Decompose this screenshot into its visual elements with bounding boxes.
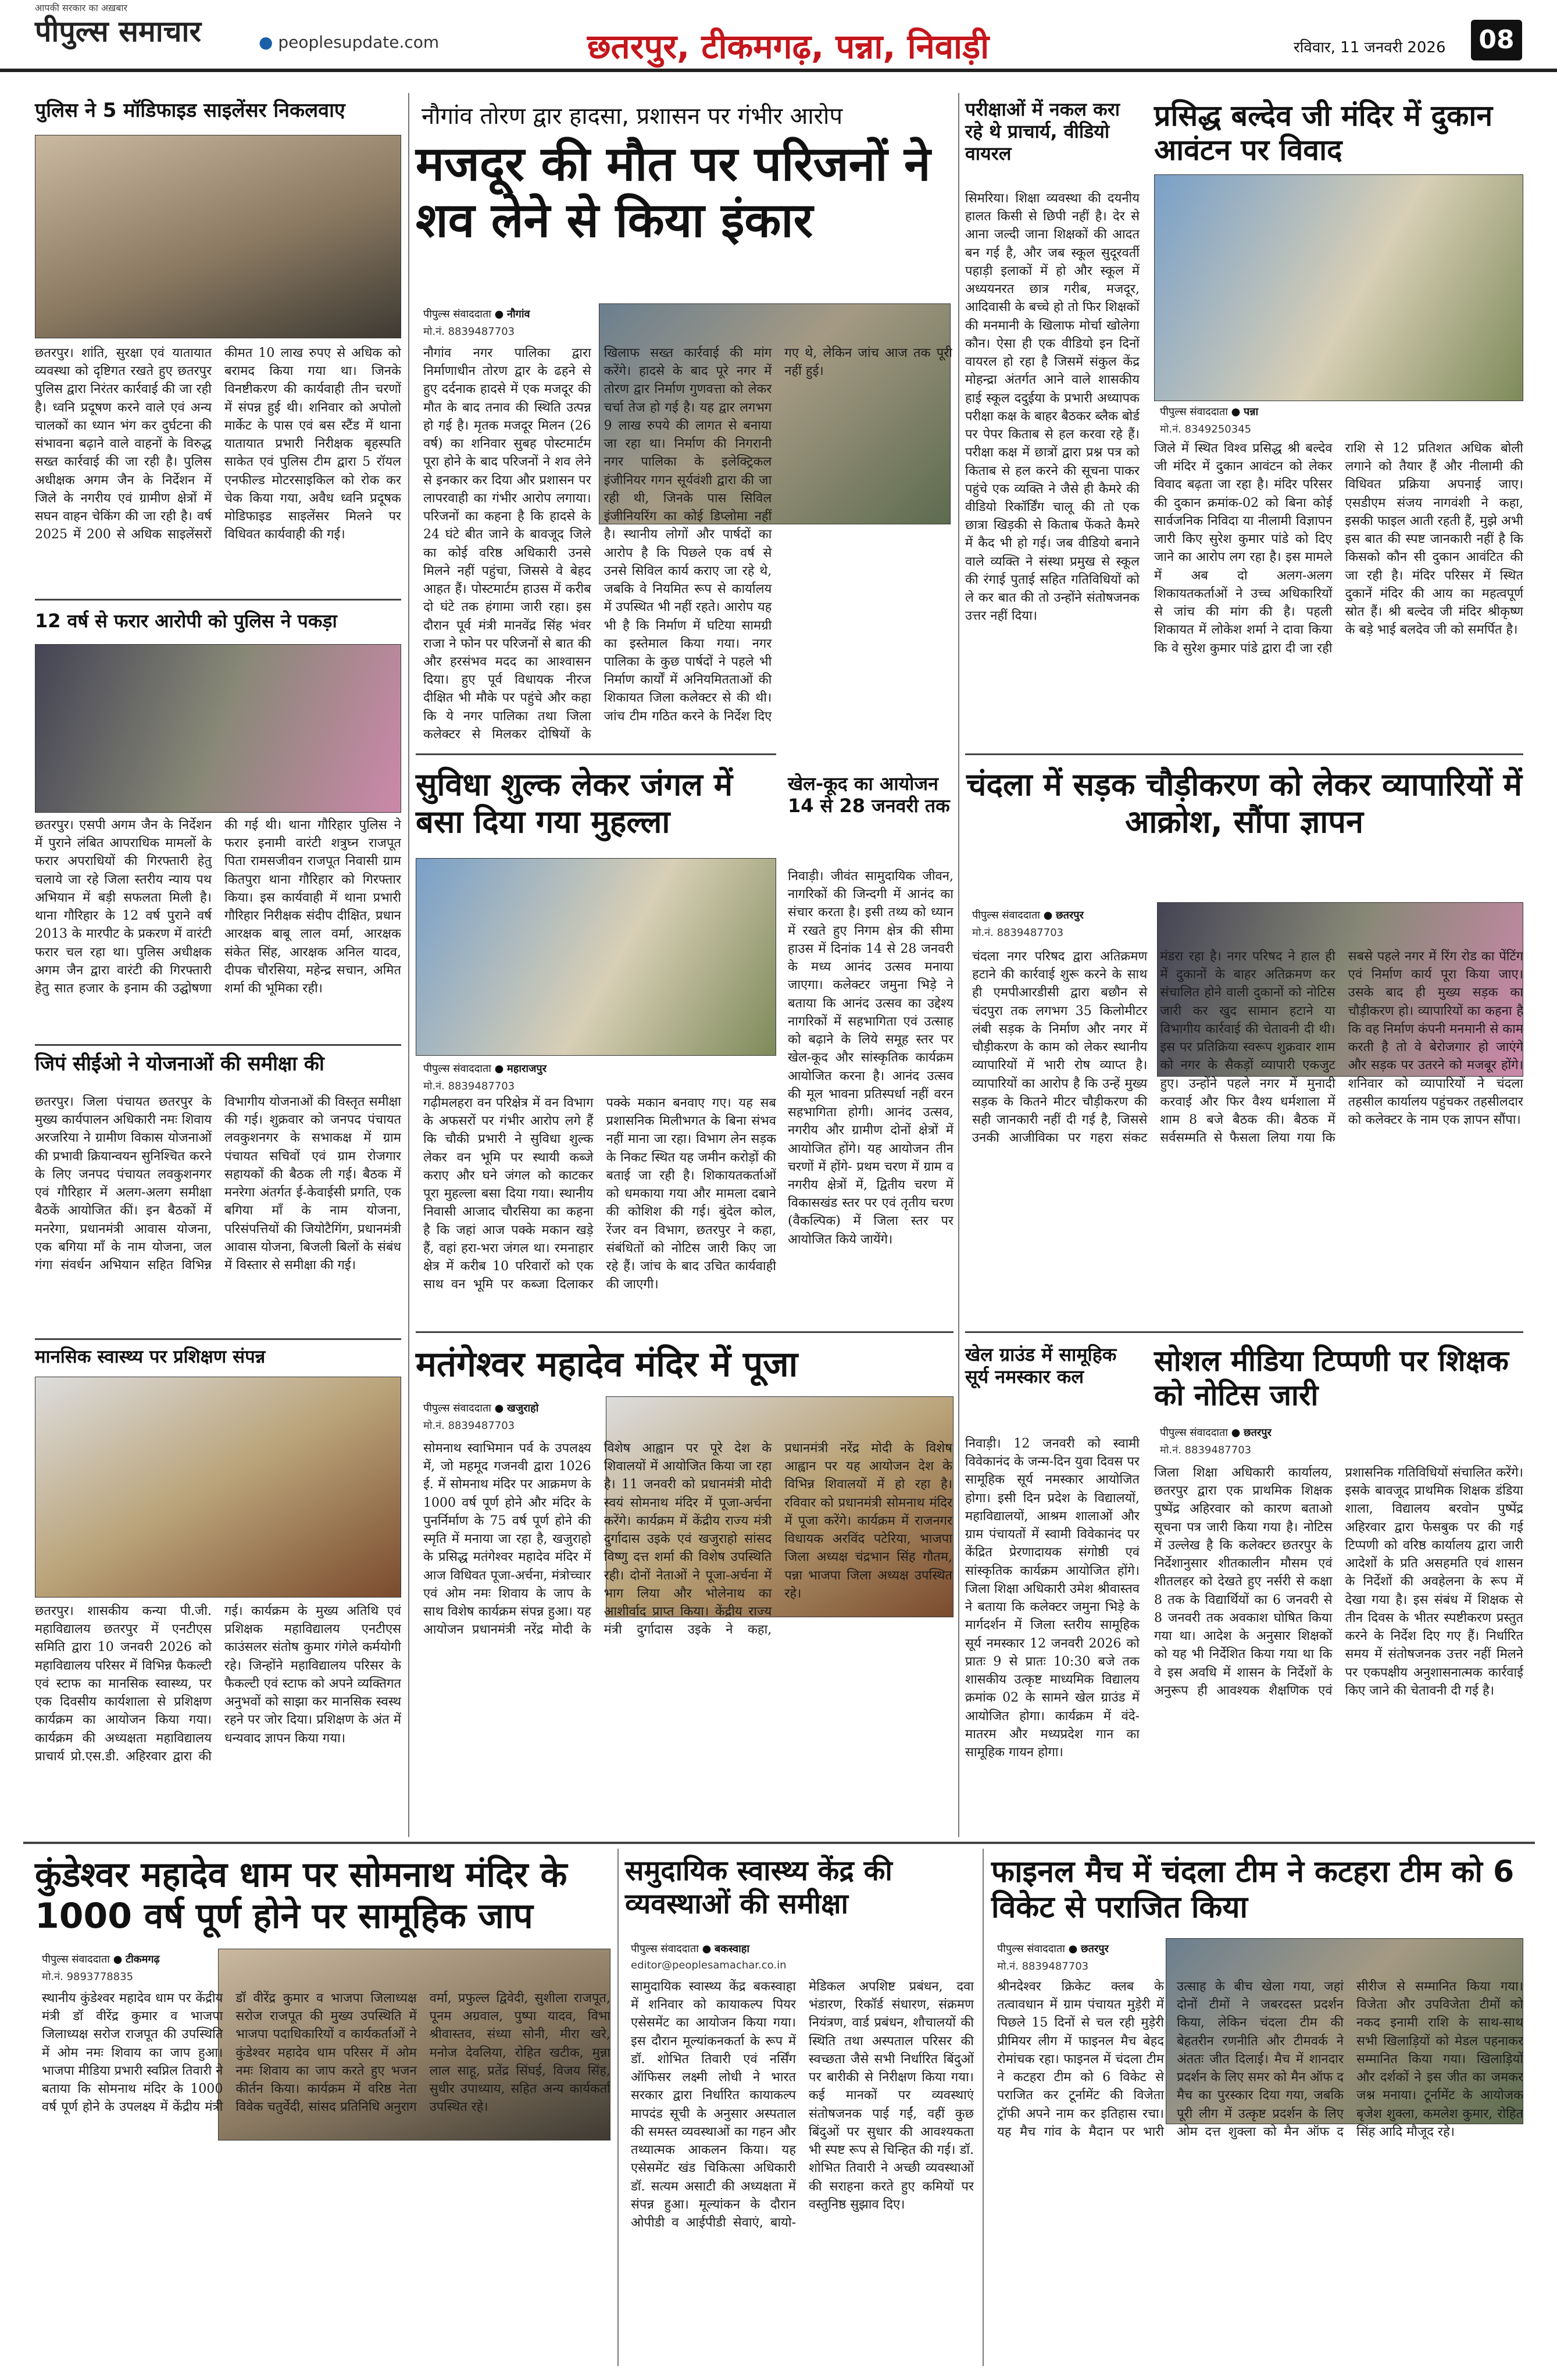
mobile-number: मो.नं. 8839487703 — [972, 927, 1064, 939]
column-divider — [983, 1849, 984, 2366]
article-teacher-video: सिमरिया। शिक्षा व्यवस्था की दयनीय हालत किसी से छिपी नहीं है। देर से आना जल्दी जाना शिक्षकों की आदत बन गई है, और जब स्कूल सुदूरवर्ती पहाड़ी इलाकों में हो और स्कूल में अध्ययनरत छात्र गरीब, मजदूर, आदिवासी के बच्चे हो तो फिर शिक्षकों की मनमानी के खिलाफ मोर्चा खोलेगा कौन। ऐसा ही एक वीडियो इन दिनों वायरल हो रहा है जिसमें संकुल केंद्र मोहन्द्रा अंतर्गत आने वाले शासकीय हाई स्कूल ददुईया के प्रभारी अध्यापक परीक्षा कक्ष के बाहर बैठकर ब्लैक बोर्ड पर पेपर किताब से हल करवा रहे हैं। परीक्षा कक्ष में छात्रों द्वारा प्रश्न पत्र को किताब से हल करने की सूचना पाकर पहुंचे एक व्यक्ति ने जैसे ही कैमरे की वीडियो रिकॉर्डिंग चालू की तो एक छात्रा खिड़की से किताब फेंकते कैमरे में कैद भी हो गई। जब वीडियो बनाने वाले व्यक्ति ने संस्था प्रमुख से स्कूल की रंगाई पुताई सहित गतिविधियों को ले कर बात की तो उन्होंने संतोषजनक उत्तर नहीं दिया। — [965, 191, 1140, 624]
headline-cricket: फाइनल मैच में चंदला टीम ने कटहरा टीम को 6 विकेट से पराजित किया — [991, 1854, 1515, 1925]
photo-silencer — [35, 135, 401, 338]
globe-icon: ● — [259, 33, 278, 52]
mobile-number: मो.नं. 8839487703 — [423, 1420, 515, 1432]
divider — [23, 1842, 1535, 1844]
byline-naugaon: पीपुल्स संवाददाता ● नौगांव — [423, 308, 530, 320]
divider — [35, 1044, 401, 1046]
byline-cricket: पीपुल्स संवाददाता ● छतरपुर — [997, 1943, 1109, 1955]
mobile-number: मो.नं. 8839487703 — [423, 1080, 515, 1092]
article-chandla: चंदला नगर परिषद द्वारा अतिक्रमण हटाने की कार्रवाई शुरू करने के साथ ही एमपीआरडीसी द्वारा बछौन से चंदपुरा तक लगभग 35 किलोमीटर लंबी सड़क के निर्माण और नगर में चौड़ीकरण के काम को लेकर स्थानीय व्यापारियों में भारी रोष व्याप्त है। व्यापारियों का आरोप है कि उन्हें मुख्य सड़क के कितने मीटर चौड़ीकरण की सही जानकारी नहीं दी गई है, जिससे उनकी आजीविका पर गहरा संकट मंडरा रहा है। नगर परिषद ने हाल ही में दुकानों के बाहर अतिक्रमण कर संचालित होने वाली दुकानों को नोटिस जारी कर खुद सामान हटाने या विभागीय कार्रवाई की चेतावनी दी थी। इस पर प्रतिक्रिया स्वरूप शुक्रवार शाम को नगर के सैकड़ों व्यापारी एकजुट हुए। उन्होंने पहले नगर में मुनादी करवाई और फिर वैश्य धर्मशाला में शाम 8 बजे बैठक की। बैठक में सर्वसम्मति से फैसला लिया गया कि सबसे पहले नगर में रिंग रोड का पेंटिंग एवं निर्माण कार्य पूरा किया जाए। उसके बाद ही मुख्य सड़क का चौड़ीकरण हो। व्यापारियों का कहना है कि वह निर्माण कंपनी मनमानी से काम करती है तो वे बेरोजगार हो जाएंगे और सड़क पर उतरने को मजबूर होंगे। शनिवार को व्यापारियों ने चंदला तहसील कार्यालय पहुंचकर तहसीलदार को कलेक्टर के नाम एक ज्ञापन सौंपा। — [972, 949, 1523, 1146]
headline-kundeshwar: कुंडेश्वर महादेव धाम पर सोमनाथ मंदिर के 1000 वर्ष पूर्ण होने पर सामूहिक जाप — [35, 1854, 567, 1936]
mobile-number: मो.नं. 8839487703 — [1160, 1444, 1252, 1456]
article-social-media: जिला शिक्षा अधिकारी कार्यालय, छतरपुर द्वारा एक प्राथमिक शिक्षक पुष्पेंद्र अहिरवार को कारण बताओ सूचना पत्र जारी किया गया है। नोटिस में उल्लेख है कि कलेक्टर छतरपुर के निर्देशानुसार शीतकालीन मौसम एवं शीतलहर को देखते हुए नर्सरी से कक्षा 8 तक के विद्यार्थियों का 6 जनवरी से 8 जनवरी तक अवकाश घोषित किया गया था। आदेश के अनुसार शिक्षकों को यह भी निर्देशित किया गया था कि वे इस अवधि में शासन के निर्देशों के अनुरूप ही आवश्यक शैक्षणिक एवं प्रशासनिक गतिविधियों संचालित करेंगे। इसके बावजूद प्राथमिक शिक्षक डंडिया शाला, विद्यालय बरवोन पुष्पेंद्र अहिरवार द्वारा फेसबुक पर की गई टिप्पणी को वरिष्ठ कार्यालय द्वारा जारी आदेशों के प्रति असहमति एवं शासन के निर्देशों की अवहेलना के रूप में देखा गया है। इस संबंध में शिक्षक से तीन दिवस के भीतर स्पष्टीकरण प्रस्तुत करने के निर्देश दिए गए हैं। निर्धारित समय में संतोषजनक उत्तर नहीं मिलने पर एकपक्षीय अनुशासनात्मक कार्रवाई किए जाने की चेतावनी दी गई है। — [1154, 1466, 1523, 1698]
headline-fugitive: 12 वर्ष से फरार आरोपी को पुलिस ने पकड़ा — [35, 610, 337, 632]
byline-reporter: पीपुल्स संवाददाता — [42, 1953, 110, 1966]
article-baldev: जिले में स्थित विश्व प्रसिद्ध श्री बल्देव जी मंदिर में दुकान आवंटन को लेकर विवाद बढ़ता जा रहा है। मंदिर परिसर की दुकान क्रमांक-02 को बिना कोई सार्वजनिक निविदा या नीलामी विज्ञापन जारी किए सुरेश कुमार पांडे को दिए जाने का आरोप लग रहा है। इस मामले में अब दो अलग-अलग शिकायतकर्ताओं ने उच्च अधिकारियों से जांच की मांग की है। पहली शिकायत में लोकेश शर्मा ने दावा किया कि वे सुरेश कुमार पांडे द्वारा दी जा रही राशि से 12 प्रतिशत अधिक बोली लगाने को तैयार हैं और नीलामी की विधिवत प्रक्रिया अपनाई जाए। एसडीएम संजय नागवंशी ने कहा, इसकी फाइल आती रहती हैं, मुझे अभी इस बात की स्पष्ट जानकारी नहीं है कि किसको कौन सी दुकान आवंटित की जा रही है। मंदिर परिसर में स्थित दुकानें मंदिर की आय का महत्वपूर्ण स्रोत हैं। श्री बल्देव जी मंदिर श्रीकृष्ण के बड़े भाई बलदेव जी को समर्पित है। — [1154, 441, 1523, 656]
byline-location: छतरपुर — [1056, 909, 1084, 921]
article-mahakaleshwar: सोमनाथ स्वाभिमान पर्व के उपलक्ष्य में, जो महमूद गजनवी द्वारा 1026 ई. में सोमनाथ मंदिर पर आक्रमण के 1000 वर्ष पूर्ण होने और मंदिर के पुनर्निर्माण के 75 वर्ष पूर्ण होने की स्मृति में मनाया जा रहा है, खजुराहो के प्रसिद्ध मतंगेश्वर महादेव मंदिर में आज विधिवत पूजा-अर्चना, मंत्रोच्चार एवं ओम नमः शिवाय के जाप के साथ विशेष कार्यक्रम संपन्न हुआ। यह आयोजन प्रधानमंत्री नरेंद्र मोदी के विशेष आह्वान पर पूरे देश के शिवालयों में आयोजित किया जा रहा है। 11 जनवरी को प्रधानमंत्री मोदी स्वयं सोमनाथ मंदिर में पूजा-अर्चना करेंगे। कार्यक्रम में केंद्रीय राज्य मंत्री दुर्गादास उइके एवं खजुराहो सांसद विष्णु दत्त शर्मा की विशेष उपस्थिति रही। दोनों नेताओं ने पूजा-अर्चना में भाग लिया और भोलेनाथ का आशीर्वाद प्राप्त किया। केंद्रीय राज्य मंत्री दुर्गादास उइके ने कहा, प्रधानमंत्री नरेंद्र मोदी के विशेष आह्वान पर यह आयोजन देश के विभिन्न शिवालयों में हो रहा है। रविवार को प्रधानमंत्री सोमनाथ मंदिर में पूजा करेंगे। कार्यक्रम में राजनगर विधायक अरविंद पटेरिया, भाजपा जिला अध्यक्ष चंद्रभान सिंह गौतम, पन्ना भाजपा जिला अध्यक्ष उपस्थित रहे। — [423, 1441, 952, 1638]
article-health-centre: सामुदायिक स्वास्थ्य केंद्र बकस्वाहा में शनिवार को कायाकल्प पियर एसेसमेंट का आयोजन किया गया। इस दौरान मूल्यांकनकर्ता के रूप में डॉ. शोभित तिवारी एवं नर्सिंग ऑफिसर लक्ष्मी लोधी ने भारत सरकार द्वारा निर्धारित कायाकल्प मापदंड सूची के अनुसार अस्पताल की समस्त व्यवस्थाओं का गहन और तथ्यात्मक आकलन किया। यह एसेसमेंट खंड चिकित्सा अधिकारी डॉ. सत्यम असाटी की अध्यक्षता में संपन्न हुआ। मूल्यांकन के दौरान ओपीडी व आईपीडी सेवाएं, बायो-मेडिकल अपशिष्ट प्रबंधन, दवा भंडारण, रिकॉर्ड संधारण, संक्रमण नियंत्रण, वार्ड प्रबंधन, शौचालयों की स्थिति तथा अस्पताल परिसर की स्वच्छता जैसे सभी निर्धारित बिंदुओं पर बारीकी से निरीक्षण किया गया। कई मानकों पर व्यवस्थाएं संतोषजनक पाई गईं, वहीं कुछ बिंदुओं पर सुधार की आवश्यकता भी स्पष्ट रूप से चिन्हित की गई। डॉ. शोभित तिवारी ने अच्छी व्यवस्थाओं की सराहना करते हुए कमियों पर वस्तुनिष्ठ सुझाव दिए। — [631, 1979, 974, 2231]
headline-silencer: पुलिस ने 5 मॉडिफाइड साइलेंसर निकलवाए — [35, 99, 345, 122]
byline-reporter: पीपुल्स संवाददाता — [972, 909, 1040, 921]
headline-naugaon: मजदूर की मौत पर परिजनों ने शव लेने से किया इंकार — [416, 137, 931, 248]
byline-reporter: पीपुल्स संवाददाता — [423, 308, 491, 320]
brand-logo — [35, 2, 201, 50]
headline-mahakaleshwar: मतंगेश्वर महादेव मंदिर में पूजा — [416, 1344, 798, 1385]
headline-surya: खेल ग्राउंड में सामूहिक सूर्य नमस्कार कल — [965, 1343, 1117, 1388]
article-mela: निवाड़ी। जीवंत सामुदायिक जीवन, नागरिकों की जिन्दगी में आनंद का संचार करता है। इसी तथ्य को ध्यान में रखते हुए निगम क्षेत्र की सीमा हाउस में दिनांक 14 से 28 जनवरी के मध्य आनंद उत्सव मनाया जाएगा। कलेक्टर जमुना भिड़े ने बताया कि आनंद उत्सव का उद्देश्य नागरिकों में सहभागिता एवं उत्साह को बढ़ाने के लिये समूह स्तर पर खेल-कूद और सांस्कृतिक कार्यक्रम आयोजित करना है। आनंद उत्सव की मूल भावना प्रतिस्पर्धा नहीं वरन सहभागिता होगी। आनंद उत्सव, नगरीय और ग्रामीण दोनों क्षेत्रों में आयोजित होंगे। यह आयोजन तीन चरणों में होंगे- प्रथम चरण में ग्राम व नगरीय क्षेत्रों में, द्वितीय चरण में विकासखंड स्तर पर एवं तृतीय चरण (वैकल्पिक) में जिला स्तर पर आयोजित किये जायेंगे। — [788, 869, 954, 1247]
headline-chandla: चंदला में सड़क चौड़ीकरण को लेकर व्यापारियों में आक्रोश, सौंपा ज्ञापन — [966, 766, 1522, 840]
byline-location: बकस्वाहा — [715, 1943, 750, 1955]
mobile-number: मो.नं. 8839487703 — [423, 326, 515, 338]
article-silencer: छतरपुर। शांति, सुरक्षा एवं यातायात व्यवस्था को दृष्टिगत रखते हुए छतरपुर पुलिस द्वारा निरंतर कार्रवाई की जा रही है। ध्वनि प्रदूषण करने वाले एवं अन्य चालकों का ध्यान भंग कर दुर्घटना की संभावना बढ़ाने वाले वाहनों के विरुद्ध सख्त कार्रवाई की जा रही है। पुलिस अधीक्षक अगम जैन के निर्देशन में जिले के नगरीय एवं ग्रामीण क्षेत्रों में सघन वाहन चेकिंग की जा रही है। वर्ष 2025 में 200 से अधिक साइलेंसरों कीमत 10 लाख रुपए से अधिक को बरामद किया गया था। जिनके विनष्टीकरण की कार्यवाही तीन चरणों में संपन्न हुई थी। शनिवार को अपोलो मार्केट के पास एवं बस स्टैंड में थाना यातायात प्रभारी निरीक्षक बृहस्पति साकेत एवं पुलिस टीम द्वारा 5 रॉयल एनफील्ड मोटरसाइकिल को रोक कर चेक किया गया, अवैध ध्वनि प्रदूषक मोडिफाइड साइलेंसर मिलने पर विधिवत कार्यवाही की गई। — [35, 346, 401, 542]
divider — [35, 1338, 401, 1340]
byline-social-media: पीपुल्स संवाददाता ● छतरपुर — [1160, 1427, 1272, 1439]
column-divider — [408, 93, 409, 1837]
headline-health-centre: समुदायिक स्वास्थ्य केंद्र की व्यवस्थाओं की समीक्षा — [625, 1854, 892, 1920]
byline-baldev: पीपुल्स संवाददाता ● पन्ना — [1160, 406, 1259, 418]
byline-reporter: पीपुल्स संवाददाता — [1160, 406, 1228, 418]
brand-name: पीपुल्स समाचार — [35, 15, 201, 48]
brand-tagline: आपकी सरकार का अख़बार — [35, 2, 128, 13]
byline-location: खजुराहो — [507, 1402, 539, 1414]
divider — [965, 1331, 1523, 1333]
byline-mahakaleshwar: पीपुल्स संवाददाता ● खजुराहो — [423, 1402, 539, 1414]
byline-health-centre: पीपुल्स संवाददाता ● बकस्वाहा — [631, 1943, 750, 1955]
article-naugaon: नौगांव नगर पालिका द्वारा निर्माणाधीन तोरण द्वार के ढहने से हुए दर्दनाक हादसे में एक मजदूर की मौत के बाद तनाव की स्थिति उत्पन्न हो गई है। मृतक मजदूर मिलन (26 वर्ष) का शनिवार सुबह पोस्टमार्टम पूरा होने के बाद परिजनों ने शव लेने से इनकार कर दिया और प्रशासन पर लापरवाही का गंभीर आरोप लगाया। परिजनों का कहना है कि हादसे के 24 घंटे बीत जाने के बावजूद जिले का कोई वरिष्ठ अधिकारी उनसे मिलने नहीं पहुंचा, जिससे वे बेहद आहत हैं। पोस्टमार्टम हाउस में करीब दो घंटे तक हंगामा जारी रहा। इस दौरान पूर्व मंत्री मानवेंद्र सिंह भंवर राजा ने फोन पर परिजनों से बात की और हरसंभव मदद का आश्वासन दिया। हुए पूर्व विधायक नीरज दीक्षित भी मौके पर पहुंचे और कहा कि ये नगर पालिका तथा जिला कलेक्टर से मिलकर दोषियों के खिलाफ सख्त कार्रवाई की मांग करेंगे। हादसे के बाद पूरे नगर में तोरण द्वार निर्माण गुणवत्ता को लेकर चर्चा तेज हो गई है। यह द्वार लगभग 9 लाख रुपये की लागत से बनाया जा रहा था। निर्माण की निगरानी नगर पालिका के इलेक्ट्रिकल इंजीनियर गगन सूर्यवंशी द्वारा की जा रही थी, जिनके पास सिविल इंजीनियरिंग का कोई डिप्लोमा नहीं है। स्थानीय लोगों और पार्षदों का आरोप है कि पिछले एक वर्ष से उनसे सिविल कार्य कराए जा रहे थे, जबकि वे नियमित रूप से कार्यालय में उपस्थित भी नहीं रहते। आरोप यह भी है कि निर्माण में घटिया सामग्री का इस्तेमाल किया गया। नगर पालिका के कुछ पार्षदों ने पहले भी निर्माण कार्यों में अनियमितताओं की शिकायत जिला कलेक्टर से की थी। जांच टीम गठित करने के निर्देश दिए गए थे, लेकिन जांच आज तक पूरी नहीं हुई। — [423, 346, 952, 742]
article-kundeshwar: स्थानीय कुंडेश्वर महादेव धाम पर केंद्रीय मंत्री डॉ वीरेंद्र कुमार व भाजपा जिलाध्यक्ष सरोज राजपूत की उपस्थिति में ओम नमः शिवाय का जाप हुआ। भाजपा मीडिया प्रभारी स्वप्निल तिवारी ने बताया कि सोमनाथ मंदिर के 1000 वर्ष पूर्ण होने के उपलक्ष्य में केंद्रीय मंत्री डॉ वीरेंद्र कुमार व भाजपा जिलाध्यक्ष सरोज राजपूत की मुख्य उपस्थिति में भाजपा पदाधिकारियों व कार्यकर्ताओं ने कुंडेश्वर महादेव धाम परिसर में ओम नमः शिवाय का जाप करते हुए भजन कीर्तन किया। कार्यक्रम में वरिष्ठ नेता विवेक चतुर्वेदी, सांसद प्रतिनिधि अनुराग वर्मा, प्रफुल्ल द्विवेदी, सुशीला राजपूत, पूनम अग्रवाल, पुष्पा यादव, विभा श्रीवास्तव, संध्या सोनी, मीरा खरे, मनोज देवलिया, रोहित खटीक, मुन्ना लाल साहू, प्रतेंद्र सिंघई, विजय सिंह, सुधीर उपाध्याय, सहित अन्य कार्यकर्ता उपस्थित रहे। — [42, 1991, 610, 2115]
mobile-number: मो.नं. 9893778835 — [42, 1971, 134, 1983]
article-forest: गढ़ीमलहरा वन परिक्षेत्र में वन विभाग के अफसरों पर गंभीर आरोप लगे हैं कि चौकी प्रभारी ने सुविधा शुल्क लेकर वन भूमि पर स्थायी कब्जे कराए और घने जंगल को काटकर पूरा मुहल्ला बसा दिया गया। स्थानीय निवासी आजाद चौरसिया का कहना है कि जहां आज पक्के मकान खड़े हैं, वहां हरा-भरा जंगल था। रमनाहार क्षेत्र में करीब 10 परिवारों को एक साथ वन भूमि पर कब्जा दिलाकर पक्के मकान बनवाए गए। यह सब प्रशासनिक मिलीभगत के बिना संभव नहीं माना जा रहा। विभाग लेन सड़क के निकट स्थित यह जमीन करोड़ों की बताई जा रही है। शिकायतकर्ताओं को धमकाया गया और मामला दबाने की कोशिश की गई। बुंदेल कोल, रेंजर वन विभाग, छतरपुर ने कहा, संबंधितों को नोटिस जारी किए जा रहे हैं। जांच के बाद उचित कार्यवाही की जाएगी। — [423, 1096, 776, 1292]
divider — [416, 753, 776, 755]
divider — [416, 1331, 954, 1333]
column-divider — [617, 1849, 619, 2366]
divider — [965, 753, 1523, 755]
masthead — [0, 0, 1557, 72]
byline-reporter: पीपुल्स संवाददाता — [997, 1943, 1065, 1955]
headline-social-media: सोशल मीडिया टिप्पणी पर शिक्षक को नोटिस जारी — [1154, 1344, 1509, 1412]
photo-forest — [416, 858, 776, 1056]
byline-location: पन्ना — [1244, 406, 1259, 418]
divider — [35, 599, 401, 601]
article-mental-health: छतरपुर। शासकीय कन्या पी.जी. महाविद्यालय छतरपुर में एनटीएस समिति द्वारा 10 जनवरी 2026 को महाविद्यालय परिसर में विभिन्न फैकल्टी एवं स्टाफ का मानसिक स्वास्थ्य, पर एक दिवसीय कार्यशाला से प्रशिक्षण कार्यक्रम का आयोजन किया गया। कार्यक्रम की अध्यक्षता महाविद्यालय प्राचार्य प्रो.एस.डी. अहिरवार द्वारा की गई। कार्यक्रम के मुख्य अतिथि एवं प्रशिक्षक महाविद्यालय एनटीएस काउंसलर संतोष कुमार गंगेले कर्मयोगी रहे। जिन्होंने महाविद्यालय परिसर के फैकल्टी एवं स्टाफ को अपने व्यक्तिगत अनुभवों को साझा कर मानसिक स्वस्थ रहने पर जोर दिया। प्रशिक्षण के अंत में धन्यवाद ज्ञापन किया गया। — [35, 1604, 401, 1764]
byline-kundeshwar: पीपुल्स संवाददाता ● टीकमगढ़ — [42, 1953, 160, 1966]
byline-location: छतरपुर — [1244, 1427, 1272, 1439]
byline-location: महाराजपुर — [507, 1063, 547, 1075]
photo-fugitive — [35, 644, 401, 813]
headline-zp-ceo: जिपं सीईओ ने योजनाओं की समीक्षा की — [35, 1052, 324, 1075]
article-cricket: श्रीनदेश्वर क्रिकेट क्लब के तत्वावधान में ग्राम पंचायत मुड़ेरी में पिछले 15 दिनों से चल रही मुड़ेरी प्रीमियर लीग में फाइनल मैच बेहद रोमांचक रहा। फाइनल में चंदला टीम ने कटहरा टीम को 6 विकेट से पराजित कर टूर्नामेंट की विजेता ट्रॉफी अपने नाम कर इतिहास रचा। यह मैच गांव के मैदान पर भारी उत्साह के बीच खेला गया, जहां दोनों टीमों ने जबरदस्त प्रदर्शन किया, लेकिन चंदला टीम की बेहतरीन रणनीति और टीमवर्क ने अंततः जीत दिलाई। मैच में शानदार प्रदर्शन के लिए समर को मैन ऑफ द मैच का पुरस्कार दिया गया, जबकि पूरी लीग में उत्कृष्ट प्रदर्शन के लिए ओम दत्त शुक्ला को मैन ऑफ द सीरीज से सम्मानित किया गया। विजेता और उपविजेता टीमों को नकद इनामी राशि के साथ-साथ सभी खिलाड़ियों को मेडल पहनाकर सम्मानित किया गया। खिलाड़ियों और दर्शकों ने इस जीत का जमकर जश्न मनाया। टूर्नामेंट के आयोजक बृजेश शुक्ला, कमलेश कुमार, रोहित सिंह आदि मौजूद रहे। — [997, 1979, 1523, 2139]
byline-reporter: पीपुल्स संवाददाता — [423, 1063, 491, 1075]
photo-baldev — [1154, 174, 1523, 401]
website[interactable] — [259, 33, 439, 52]
photo-mental-health — [35, 1377, 401, 1598]
headline-mental-health: मानसिक स्वास्थ्य पर प्रशिक्षण संपन्न — [35, 1346, 266, 1367]
mobile-number: मो.नं. 8349250345 — [1160, 423, 1252, 435]
headline-forest: सुविधा शुल्क लेकर जंगल में बसा दिया गया मुहल्ला — [416, 766, 733, 840]
website-text: peoplesupdate.com — [278, 33, 440, 52]
issue-date: रविवार, 11 जनवरी 2026 — [1294, 39, 1446, 56]
byline-forest: पीपुल्स संवाददाता ● महाराजपुर — [423, 1063, 547, 1075]
kicker-naugaon: नौगांव तोरण द्वार हादसा, प्रशासन पर गंभीर आरोप — [422, 103, 843, 130]
page-number: 08 — [1471, 20, 1522, 60]
article-zp-ceo: छतरपुर। जिला पंचायत छतरपुर के मुख्य कार्यपालन अधिकारी नमः शिवाय अरजरिया ने ग्रामीण विकास योजनाओं की प्रभावी क्रियान्वयन सुनिश्चित करने के लिए जनपद पंचायत लवकुशनगर एवं गौरिहार में अलग-अलग समीक्षा बैठकें आयोजित कीं। इन बैठकों में मनरेगा, प्रधानमंत्री आवास योजना, एक बगिया माँ के नाम योजना, जल गंगा संवर्धन अभियान सहित विभिन्न विभागीय योजनाओं की विस्तृत समीक्षा की गई। शुक्रवार को जनपद पंचायत लवकुशनगर के सभाकक्ष में ग्राम पंचायत सचिवों एवं ग्राम रोजगार सहायकों की बैठक ली गई। बैठक में मनरेगा अंतर्गत ई-केवाईसी प्रगति, एक बगिया माँ के नाम योजना, परिसंपत्तियों की जियोटैगिंग, प्रधानमंत्री आवास योजना, बिजली बिलों के संबंध में विस्तार से समीक्षा की गई। — [35, 1095, 401, 1273]
byline-reporter: पीपुल्स संवाददाता — [631, 1943, 699, 1955]
headline-teacher-video: परीक्षाओं में नकल करा रहे थे प्राचार्य, वीडियो वायरल — [965, 98, 1120, 165]
page-cities-title: छतरपुर, टीकमगढ़, पन्ना, निवाड़ी — [587, 27, 990, 66]
headline-baldev: प्रसिद्ध बल्देव जी मंदिर में दुकान आवंटन पर विवाद — [1154, 99, 1493, 167]
article-fugitive: छतरपुर। एसपी अगम जैन के निर्देशन में पुराने लंबित आपराधिक मामलों के फरार अपराधियों की गिरफ्तारी हेतु चलाये जा रहे जिला स्तरीय न्याय पथ अभियान में बड़ी सफलता मिली है। थाना गौरिहार के 12 वर्ष पुराने वर्ष 2013 के मारपीट के प्रकरण में वारंटी फरार चल रहा था। पुलिस अधीक्षक अगम जैन द्वारा वारंटी की गिरफ्तारी हेतु सात हजार के इनाम की उद्घोषणा की गई थी। थाना गौरिहार पुलिस ने फरार इनामी वारंटी शत्रुघ्न राजपूत पिता रामसजीवन राजपूत निवासी ग्राम कितपुरा थाना गौरिहार को गिरफ्तार किया। इस कार्यवाही में थाना प्रभारी गौरिहार निरीक्षक संदीप दीक्षित, प्रधान आरक्षक बाबू लाल वर्मा, आरक्षक संकेत सिंह, आरक्षक अनिल यादव, दीपक चौरसिया, महेन्द्र सचान, अमित शर्मा की भूमिका रही। — [35, 818, 401, 996]
column-divider — [958, 93, 959, 1837]
article-surya: निवाड़ी। 12 जनवरी को स्वामी विवेकानंद के जन्म-दिन युवा दिवस पर सामूहिक सूर्य नमस्कार आयोजित होगा। इसी दिन प्रदेश के विद्यालयों, महाविद्यालयों, आश्रम शालाओं और ग्राम पंचायतों में स्वामी विवेकानंद पर केंद्रित प्रेरणादायक संगोष्ठी एवं सांस्कृतिक कार्यक्रम आयोजित होंगे। जिला शिक्षा अधिकारी उमेश श्रीवास्तव ने बताया कि कलेक्टर जमुना भिड़े के मार्गदर्शन में जिला स्तरीय सामूहिक सूर्य नमस्कार 12 जनवरी 2026 को प्रातः 9 से प्रातः 10:30 बजे तक शासकीय उत्कृष्ट माध्यमिक विद्यालय क्रमांक 02 के सामने खेल ग्राउंड में आयोजित होगा। कार्यक्रम में वंदे-मातरम और मध्यप्रदेश गान का सामूहिक गायन होगा। — [965, 1436, 1140, 1760]
headline-mela: खेल-कूद का आयोजन 14 से 28 जनवरी तक — [788, 773, 950, 817]
email-address[interactable]: editor@peoplesamachar.co.in — [631, 1959, 787, 1971]
mobile-number: मो.नं. 8839487703 — [997, 1960, 1089, 1972]
byline-location: छतरपुर — [1081, 1943, 1109, 1955]
byline-reporter: पीपुल्स संवाददाता — [423, 1402, 491, 1414]
byline-reporter: पीपुल्स संवाददाता — [1160, 1427, 1228, 1439]
byline-location: नौगांव — [507, 308, 530, 320]
byline-chandla: पीपुल्स संवाददाता ● छतरपुर — [972, 909, 1084, 921]
byline-location: टीकमगढ़ — [126, 1953, 160, 1966]
